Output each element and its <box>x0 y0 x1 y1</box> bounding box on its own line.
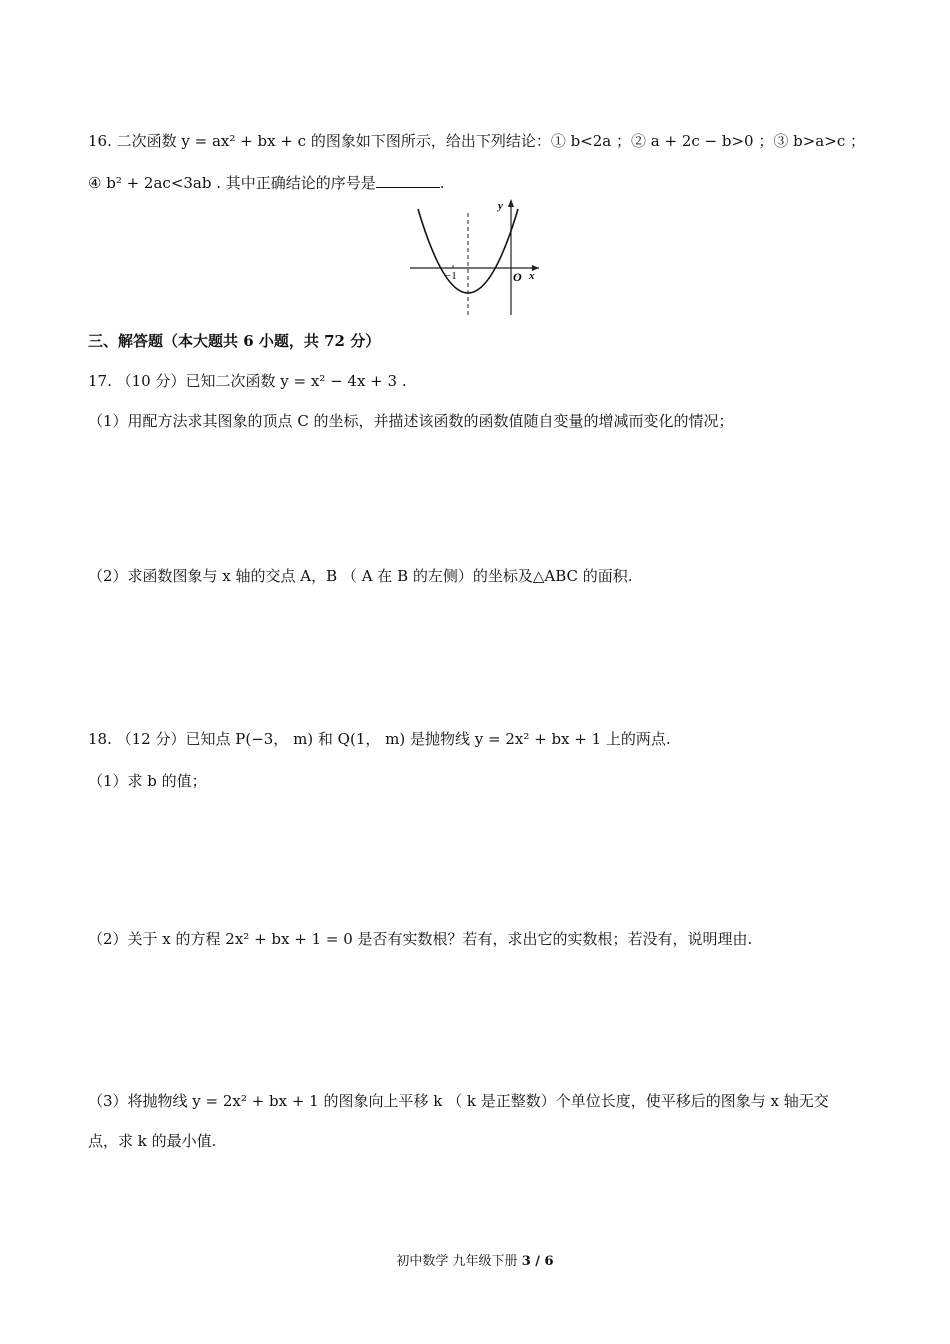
parabola-graph <box>405 195 545 317</box>
label-origin: O <box>513 270 522 284</box>
q18-part2: （2）关于 x 的方程 2x² + bx + 1 = 0 是否有实数根？若有，求出它的实数根；若没有，说明理由. <box>88 930 753 948</box>
footer-text: 初中数学 九年级下册 <box>396 1254 522 1269</box>
label-neg1: −1 <box>445 270 457 282</box>
page-number: 3 / 6 <box>521 1254 554 1269</box>
q18-title: 18. （12 分）已知点 P(−3， m) 和 Q(1， m) 是抛物线 y = 2x² + bx + 1 上的两点. <box>88 730 671 748</box>
q16-line2 <box>88 172 445 193</box>
q16-line2-text: ④ b² + 2ac<3ab . 其中正确结论的序号是 <box>88 174 376 192</box>
label-x: x <box>529 270 535 282</box>
answer-blank <box>376 173 440 188</box>
q17-title: 17. （10 分）已知二次函数 y = x² − 4x + 3 . <box>88 372 407 390</box>
q18-part1: （1）求 b 的值； <box>88 772 207 790</box>
page-footer <box>0 1250 950 1269</box>
q17-part2: （2）求函数图象与 x 轴的交点 A，B （ A 在 B 的左侧）的坐标及△ABC 的面积. <box>88 567 633 585</box>
section-3-heading: 三、解答题（本大题共 6 小题，共 72 分） <box>88 332 381 350</box>
q18-part3-line1: （3）将抛物线 y = 2x² + bx + 1 的图象向上平移 k （ k 是正整数）个单位长度，使平移后的图象与 x 轴无交 <box>88 1092 829 1110</box>
label-y: y <box>498 200 503 212</box>
y-axis-arrow <box>508 199 514 207</box>
q18-part3-line2: 点，求 k 的最小值. <box>88 1132 217 1150</box>
q16-line2-end: . <box>439 174 445 192</box>
q16-line1: 16. 二次函数 y = ax² + bx + c 的图象如下图所示，给出下列结论：① b<2a ；② a + 2c − b>0 ；③ b>a>c ； <box>88 132 865 150</box>
q17-part1: （1）用配方法求其图象的顶点 C 的坐标，并描述该函数的函数值随自变量的增减而变化的情况； <box>88 412 734 430</box>
